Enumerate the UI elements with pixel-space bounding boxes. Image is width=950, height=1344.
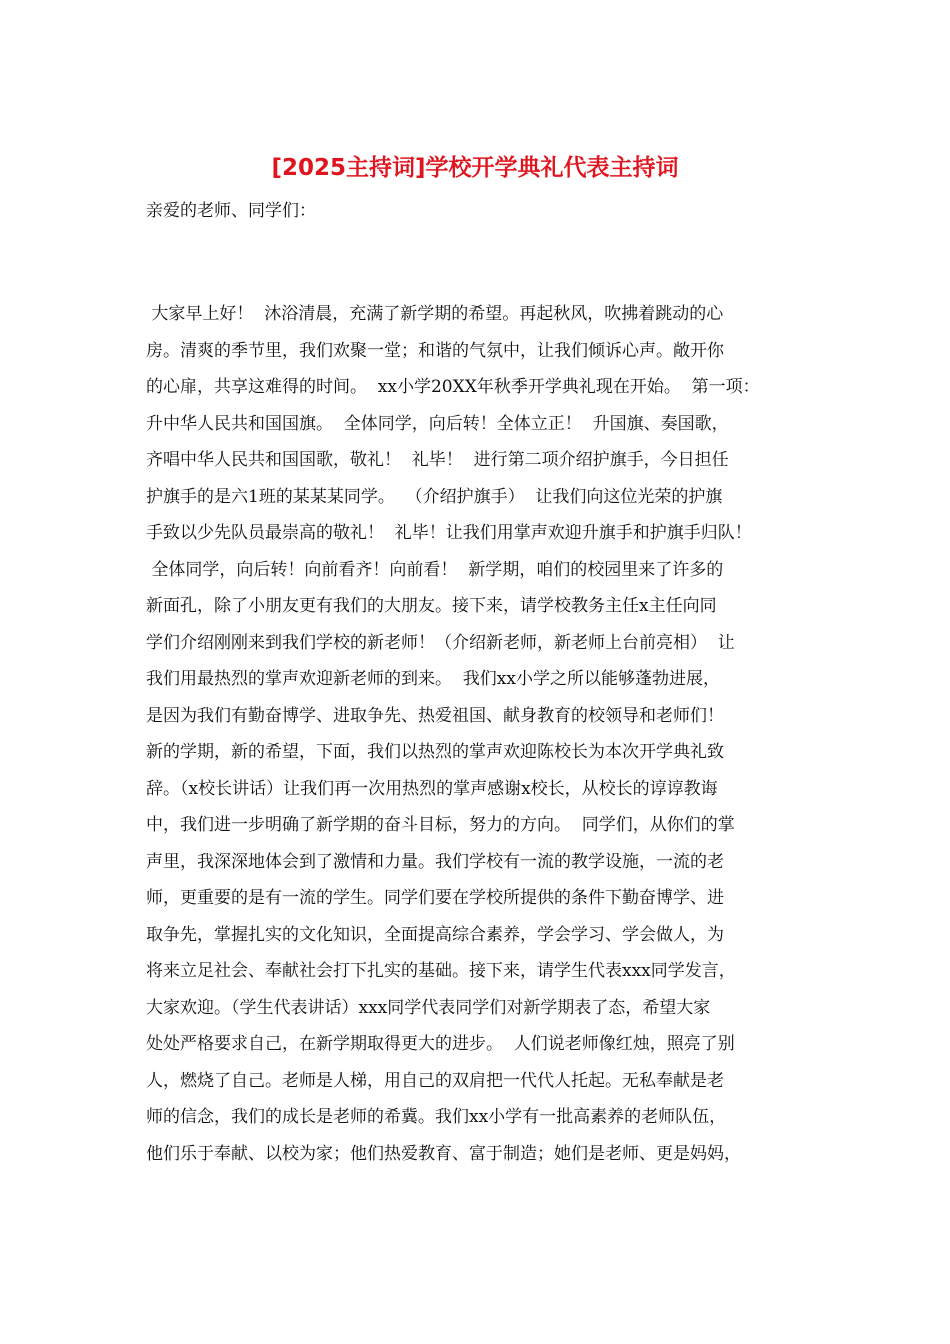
greeting-line: 亲爱的老师、同学们：: [146, 201, 316, 221]
body-line: 升中华人民共和国国旗。 全体同学，向后转！全体立正！ 升国旗、奏国歌，: [146, 413, 729, 434]
body-line: 手致以少先队员最崇高的敬礼！ 礼毕！让我们用掌声欢迎升旗手和护旗手归队！: [146, 523, 752, 543]
body-line: 处处严格要求自己，在新学期取得更大的进步。 人们说老师像红烛，照亮了别: [146, 1034, 735, 1054]
body-line: 护旗手的是六1班的某某某同学。 （介绍护旗手） 让我们向这位光荣的护旗: [146, 486, 723, 507]
body-line: 学们介绍刚刚来到我们学校的新老师！（介绍新老师，新老师上台前亮相） 让: [146, 632, 735, 653]
body-line: 新的学期，新的希望，下面，我们以热烈的掌声欢迎陈校长为本次开学典礼致: [146, 742, 724, 762]
body-line: 辞。（x校长讲话）让我们再一次用热烈的掌声感谢x校长，从校长的谆谆教诲: [146, 778, 718, 799]
body-line: 他们乐于奉献、以校为家；他们热爱教育、富于制造；她们是老师、更是妈妈，: [146, 1143, 741, 1164]
document-title: [2025主持词]学校开学典礼代表主持词: [271, 155, 679, 181]
body-line: 师，更重要的是有一流的学生。同学们要在学校所提供的条件下勤奋博学、进: [146, 888, 724, 908]
body-line: 新面孔，除了小朋友更有我们的大朋友。接下来，请学校教务主任x主任向同: [146, 596, 717, 616]
body-line: 大家早上好！ 沐浴清晨，充满了新学期的希望。再起秋风，吹拂着跳动的心: [146, 304, 724, 324]
body-line: 是因为我们有勤奋博学、进取争先、热爱祖国、献身教育的校领导和老师们！: [146, 705, 724, 726]
body-line: 齐唱中华人民共和国国歌，敬礼！ 礼毕！ 进行第二项介绍护旗手，今日担任: [146, 450, 729, 470]
body-line: 全体同学，向后转！向前看齐！向前看！ 新学期，咱们的校园里来了许多的: [146, 559, 724, 580]
body-line: 大家欢迎。（学生代表讲话）xxx同学代表同学们对新学期表了态，希望大家: [146, 997, 711, 1018]
body-line: 房。清爽的季节里，我们欢聚一堂；和谐的气氛中，让我们倾诉心声。敞开你: [146, 340, 724, 361]
body-line: 取争先，掌握扎实的文化知识，全面提高综合素养，学会学习、学会做人，为: [146, 924, 724, 945]
body-line: 我们用最热烈的掌声欢迎新老师的到来。 我们xx小学之所以能够蓬勃进展，: [146, 669, 720, 689]
body-line: 声里，我深深地体会到了激情和力量。我们学校有一流的教学设施，一流的老: [146, 851, 724, 872]
body-line: 师的信念，我们的成长是老师的希冀。我们xx小学有一批高素养的老师队伍，: [146, 1107, 727, 1127]
body-line: 的心扉，共享这难得的时间。 xx小学20XX年秋季开学典礼现在开始。 第一项：: [146, 377, 760, 397]
body-text: [146, 296, 846, 1172]
body-line: 中，我们进一步明确了新学期的奋斗目标，努力的方向。 同学们，从你们的掌: [146, 815, 735, 835]
body-line: 人，燃烧了自己。老师是人梯，用自己的双肩把一代代人托起。无私奉献是老: [146, 1070, 724, 1091]
body-line: 将来立足社会、奉献社会打下扎实的基础。接下来，请学生代表xxx同学发言，: [146, 961, 736, 981]
